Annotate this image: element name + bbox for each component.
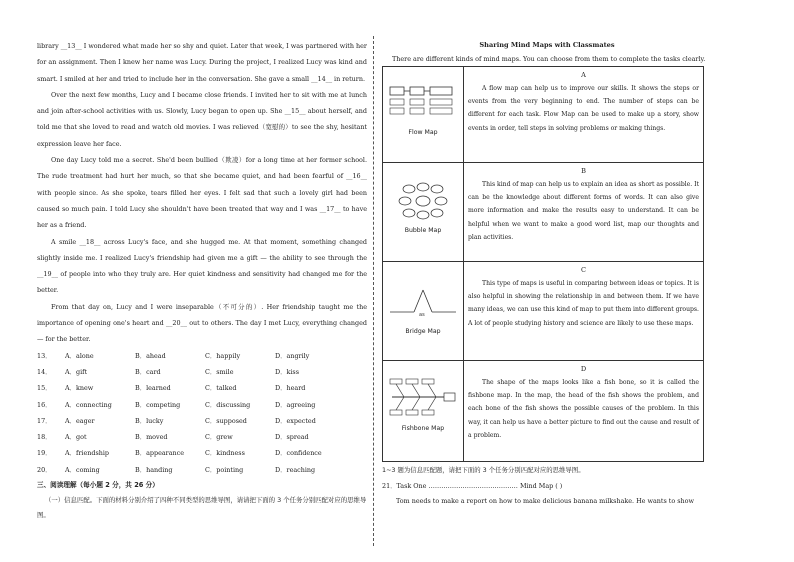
map-letter: A — [581, 71, 586, 79]
bubble-map-cell — [383, 163, 464, 262]
question-number: 17． — [37, 416, 52, 425]
option-row-16 — [37, 397, 367, 413]
cloze-paragraph-1: library __13__ I wondered what made her so shy and quiet. Later that week, I was partnered with her for an assignment. Then I knew her name was Lucy. During the project, I realized Lucy was kind and smart. I smiled at her and tried to include her in the conversation. She gave a small __14__ in return. — [37, 42, 367, 83]
option-row-14 — [37, 364, 367, 380]
option-row-15 — [37, 380, 367, 396]
mind-map-table — [382, 66, 704, 462]
map-letter: C — [580, 266, 587, 274]
flow-map-cell — [383, 67, 464, 163]
option-a[interactable]: A．coming — [65, 465, 100, 474]
map-description: A flow map can help us to improve our skills. It shows the steps or events from the very beginning to end. The number of steps can be different for each task. Flow Map can be used to make up a story, show events in order, tell steps in solving problems or making things. — [468, 85, 699, 132]
option-b[interactable]: B．card — [135, 367, 161, 376]
option-a[interactable]: A．connecting — [65, 400, 112, 409]
mind-map-row-c — [383, 262, 704, 361]
map-description-cell — [464, 262, 704, 361]
option-d[interactable]: D．kiss — [275, 367, 299, 376]
cloze-paragraph-2: Over the next few months, Lucy and I became close friends. I invited her to sit with me at lunch and join after-school activities with us. Slowly, Lucy began to open up. She __15__ about herself, and told me that she loved to read and watch old movies. I was relieved（宽慰的）to see the shy, hesitant expression leave her face. — [37, 90, 367, 148]
option-a[interactable]: A．gift — [65, 367, 88, 376]
map-caption: Flow Map — [408, 129, 438, 136]
option-a[interactable]: A．eager — [65, 416, 95, 425]
passage-title: Sharing Mind Maps with Classmates — [479, 41, 615, 49]
question-number: 15． — [37, 384, 52, 393]
match-instruction: 1~3 题为信息匹配题，请把下面的 3 个任务分别匹配对应的思维导图。 — [382, 466, 585, 474]
cloze-paragraph-3: One day Lucy told me a secret. She'd been bullied（欺凌）for a long time at her former school. The rude treatment had hurt her much, so that she became quiet, and had been fearful of __16__ with people since. As she spoke, tears filled her eyes. I felt sad that such a lovely girl had been caused so much pain. I told Lucy she shouldn't have been treated that way and I was __17__ to have her as a friend. — [37, 156, 367, 230]
fishbone-map-icon — [388, 375, 458, 419]
option-c[interactable]: C．discussing — [205, 400, 251, 409]
option-b[interactable]: B．ahead — [135, 351, 166, 360]
map-letter: D — [580, 365, 587, 373]
option-c[interactable]: C．pointing — [205, 465, 244, 474]
option-row-18 — [37, 429, 367, 445]
left-column — [37, 38, 367, 523]
bridge-map-cell — [383, 262, 464, 361]
option-row-13 — [37, 348, 367, 364]
map-caption: Bubble Map — [404, 227, 442, 234]
option-b[interactable]: B．learned — [135, 384, 171, 393]
option-d[interactable]: D．expected — [275, 416, 316, 425]
task-one-text: Tom needs to make a report on how to make delicious banana milkshake. He wants to show — [396, 497, 694, 505]
section-instruction: （一）信息匹配。下面的材料分别介绍了四种不同类型的思维导图，请请把下面的 3 个任务分别匹配对应的思维导图。 — [37, 496, 367, 520]
map-caption: Fishbone Map — [401, 425, 445, 432]
cloze-passage — [37, 38, 367, 348]
map-description-cell — [464, 67, 704, 163]
fishbone-map-cell — [383, 361, 464, 462]
column-divider — [373, 36, 374, 546]
option-d[interactable]: D．angrily — [275, 351, 310, 360]
option-row-20 — [37, 462, 367, 478]
option-a[interactable]: A．friendship — [65, 449, 109, 458]
task-one: 21．Task One …………………………………… Mind Map ( ) — [382, 482, 563, 490]
map-description: This type of maps is useful in comparing between ideas or topics. It is also helpful in showing the relationship in and between them. If we have many ideas, we can use this kind of map to put them into different groups. A lot of people studying history and science are likely to use these maps. — [468, 280, 699, 327]
option-d[interactable]: D．spread — [275, 433, 309, 442]
option-b[interactable]: B．moved — [135, 433, 168, 442]
option-c[interactable]: C．grew — [205, 433, 233, 442]
option-b[interactable]: B．appearance — [135, 449, 185, 458]
map-description-cell — [464, 163, 704, 262]
map-description-cell — [464, 361, 704, 462]
option-d[interactable]: D．agreeing — [275, 400, 316, 409]
option-row-17 — [37, 413, 367, 429]
option-d[interactable]: D．heard — [275, 384, 306, 393]
question-number: 13． — [37, 351, 52, 360]
option-a[interactable]: A．got — [65, 433, 87, 442]
flow-map-icon — [388, 83, 458, 123]
map-letter: B — [581, 167, 586, 175]
option-row-19 — [37, 445, 367, 461]
passage-intro: There are different kinds of mind maps. You can choose from them to complete the tasks clearly. — [392, 55, 706, 63]
option-c[interactable]: C．supposed — [205, 416, 247, 425]
section-heading: 三、阅读理解（每小题 2 分，共 26 分） — [37, 481, 159, 490]
bridge-map-icon — [388, 286, 458, 322]
option-b[interactable]: B．lucky — [135, 416, 164, 425]
mind-map-row-d — [383, 361, 704, 462]
option-d[interactable]: D．reaching — [275, 465, 316, 474]
option-c[interactable]: C．happily — [205, 351, 241, 360]
cloze-paragraph-4: A smile __18__ across Lucy's face, and she hugged me. At that moment, something changed slightly inside me. I realized Lucy's friendship had given me a gift — the ability to see through the __19__ of people into who they truly are. Her quiet kindness and sensitivity had changed me for the better. — [37, 237, 367, 295]
option-d[interactable]: D．confidence — [275, 449, 322, 458]
map-caption: Bridge Map — [405, 328, 441, 335]
map-description: This kind of map can help us to explain an idea as short as possible. It can be the knowledge about different forms of words. It can also give more information and make the results easy to understand. It can be helpful when we want to make a good word list, map our thoughts and plan activities. — [468, 181, 700, 241]
option-c[interactable]: C．talked — [205, 384, 237, 393]
question-number: 20． — [37, 465, 52, 474]
cloze-options — [37, 348, 367, 478]
option-b[interactable]: B．handing — [135, 465, 173, 474]
option-c[interactable]: C．kindness — [205, 449, 245, 458]
mind-map-row-a — [383, 67, 704, 163]
question-number: 18． — [37, 433, 52, 442]
option-b[interactable]: B．competing — [135, 400, 181, 409]
question-number: 14． — [37, 367, 52, 376]
bubble-map-icon — [393, 181, 453, 221]
mind-map-row-b — [383, 163, 704, 262]
question-number: 16． — [37, 400, 52, 409]
cloze-paragraph-5: From that day on, Lucy and I were inseparable（不可分的）. Her friendship taught me the importance of opening one's heart and __20__ out to others. The day I met Lucy, everything changed — for the better. — [37, 302, 367, 344]
option-c[interactable]: C．smile — [205, 367, 234, 376]
right-column — [382, 38, 712, 508]
option-a[interactable]: A．alone — [65, 351, 94, 360]
bridge-label: as — [419, 312, 425, 318]
question-number: 19． — [37, 449, 52, 458]
map-description: The shape of the maps looks like a fish bone, so it is called the fishbone map. In the map, the head of the fish shows the problem, and each bone of the fish shows the possible causes of the problem. In this way, it can help us have a better picture to find out the cause and result of a problem. — [468, 379, 699, 439]
option-a[interactable]: A．knew — [65, 384, 94, 393]
